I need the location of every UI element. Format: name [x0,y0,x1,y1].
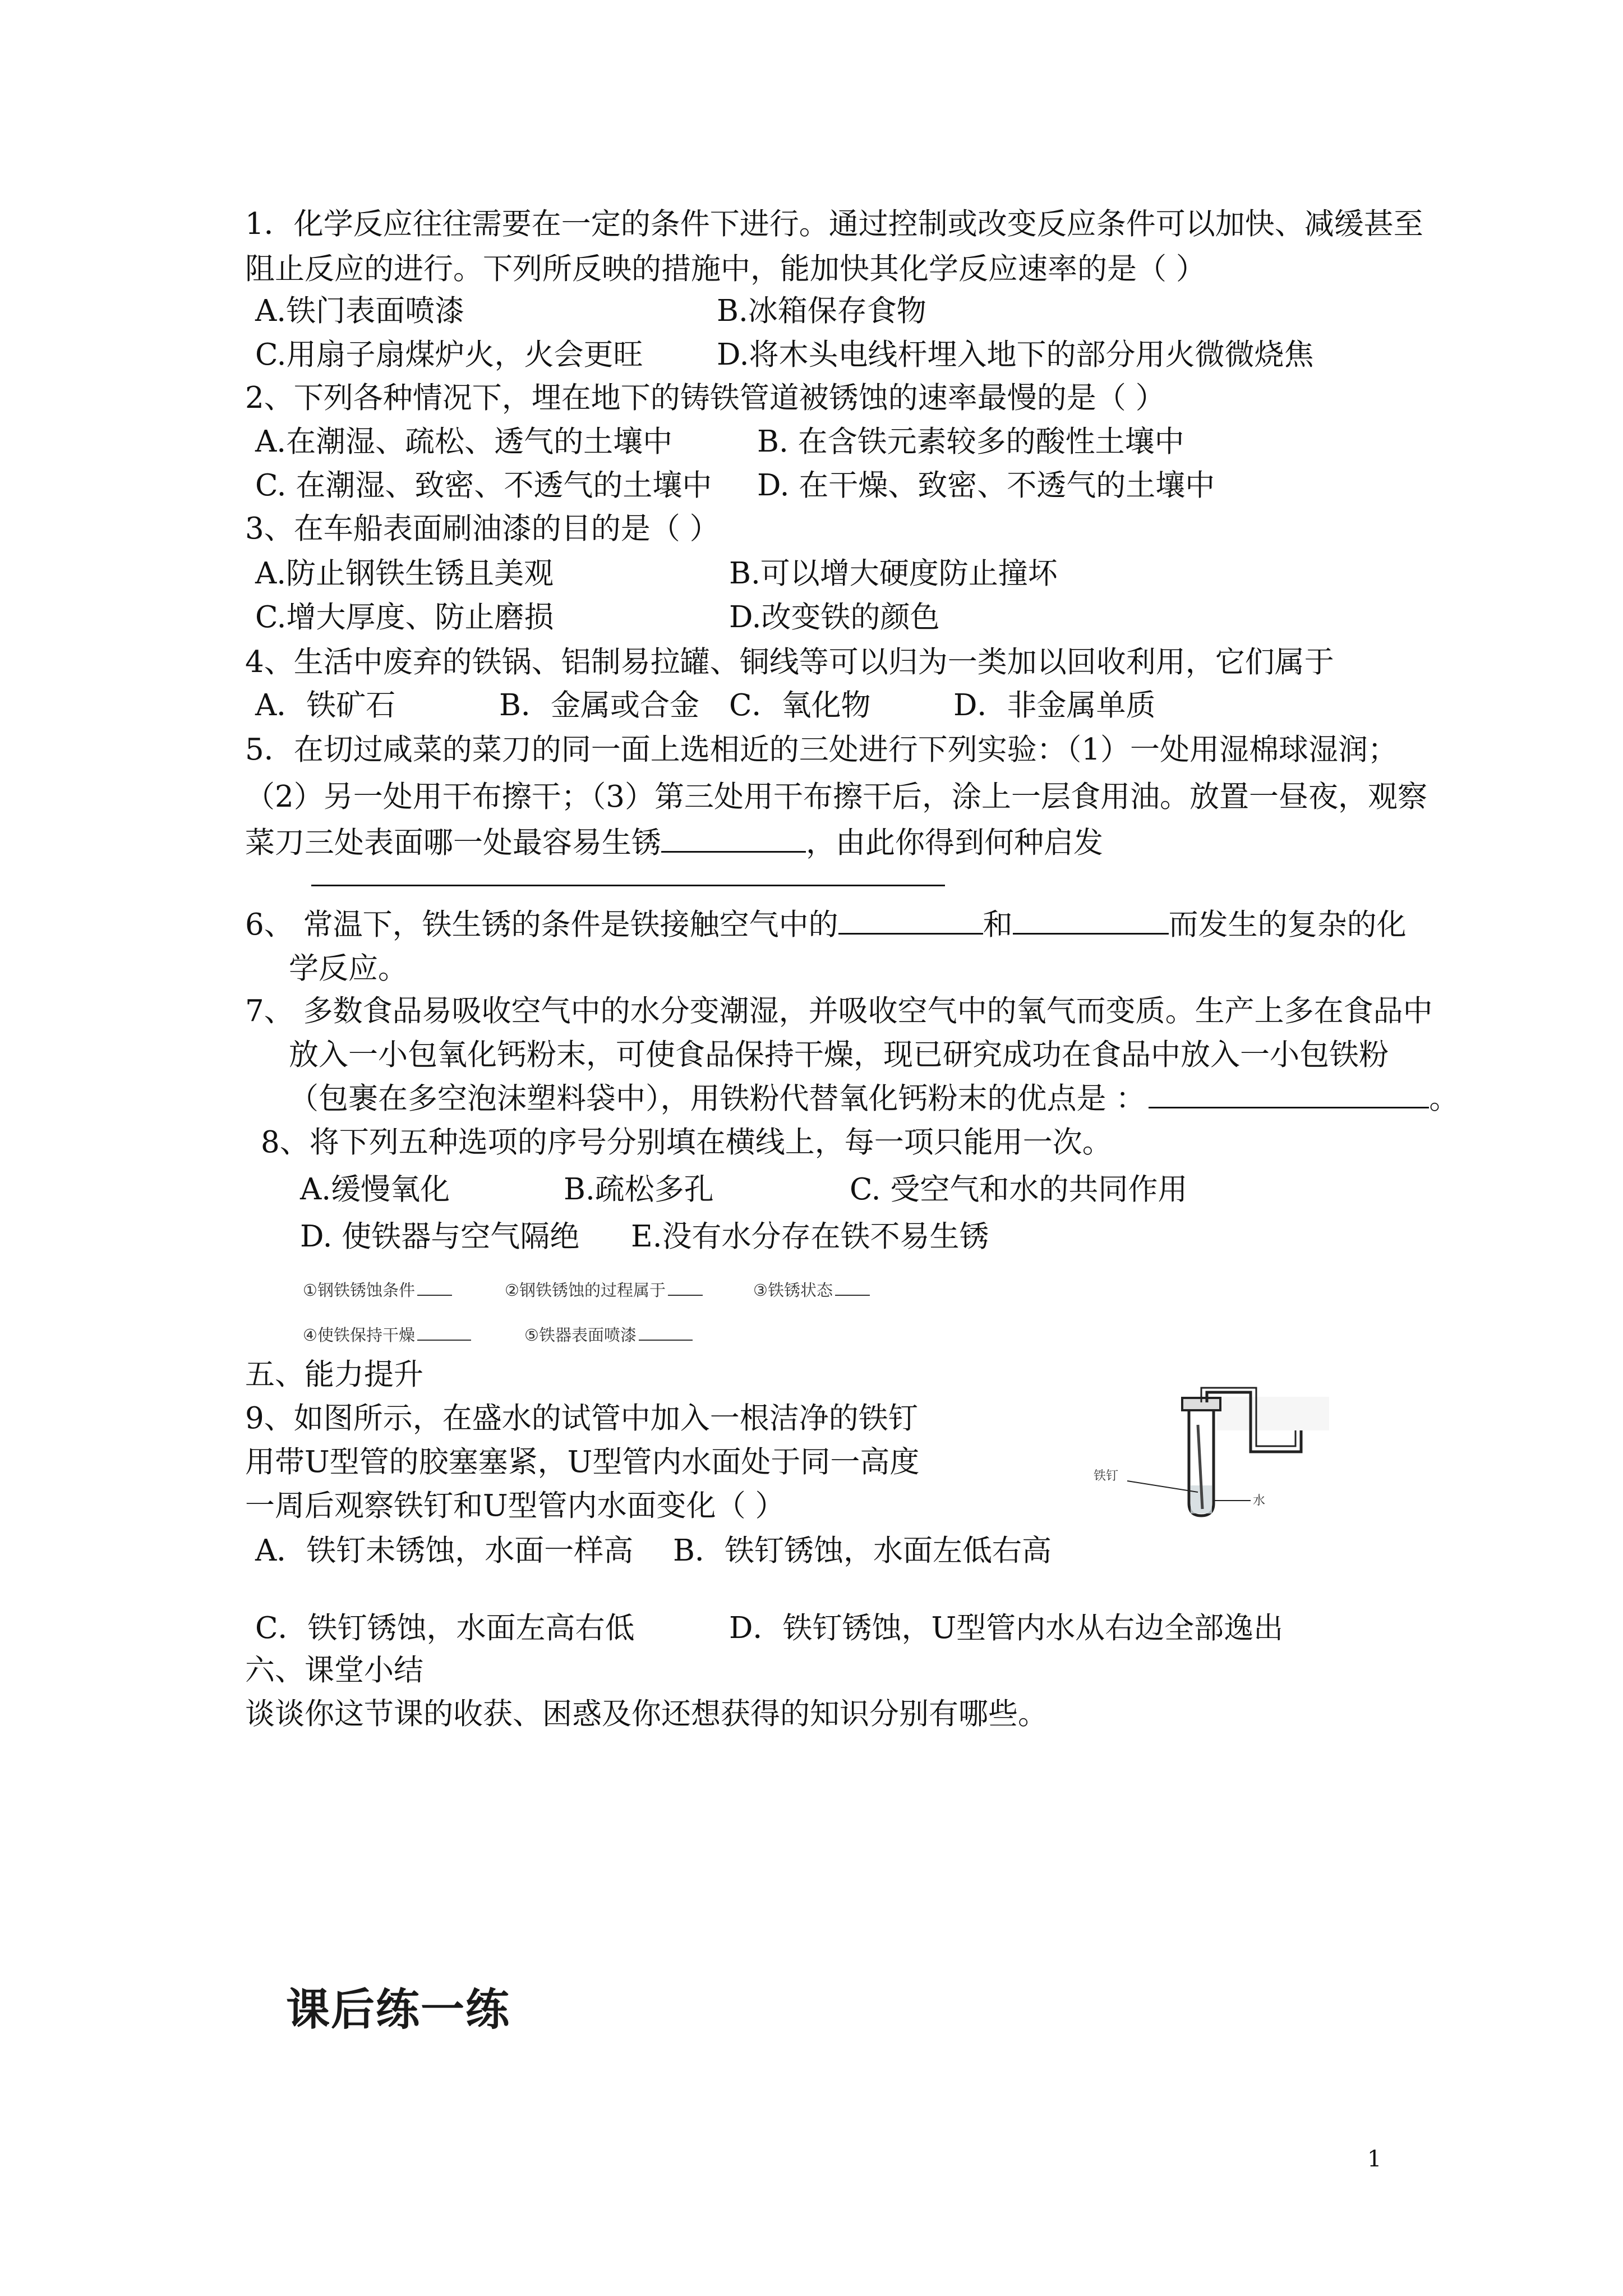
q4-option-d: D．非金属单质 [953,688,1156,723]
q8-sub-4-label: ④使铁保持干燥 [303,1326,415,1345]
q2-option-c: C. 在潮湿、致密、不透气的土壤中 [255,468,712,503]
q9-line1: 9、如图所示，在盛水的试管中加入一根洁净的铁钉 [245,1401,918,1435]
q9-option-b: B．铁钉锈蚀，水面左低右高 [673,1534,1052,1568]
q8-sub-3 [753,1279,870,1301]
page-number: 1 [1367,2146,1382,2172]
q3-option-a: A.防止钢铁生锈且美观 [255,556,554,591]
fig-label-water: 水 [1253,1494,1266,1508]
q8-sub-2-label: ②钢铁锈蚀的过程属于 [505,1281,666,1300]
q8-sub-5-blank[interactable] [639,1325,693,1341]
q8-sub-4-blank[interactable] [417,1325,471,1341]
q8-stem: 8、将下列五种选项的序号分别填在横线上，每一项只能用一次。 [261,1125,1112,1159]
q3-option-c: C.增大厚度、防止磨损 [255,600,554,634]
q8-sub-2-blank[interactable] [668,1280,703,1296]
q2-option-a: A.在潮湿、疏松、透气的土壤中 [255,425,673,459]
section-5-heading: 五、能力提升 [245,1358,423,1392]
q1-line1: 1．化学反应往往需要在一定的条件下进行。通过控制或改变反应条件可以加快、减缓甚至 [245,207,1423,241]
q2-stem: 2、下列各种情况下，埋在地下的铸铁管道被锈蚀的速率最慢的是（ ） [245,381,1165,415]
q7-line2: 放入一小包氧化钙粉末，可使食品保持干燥，现已研究成功在食品中放入一小包铁粉 [289,1038,1389,1072]
q6-answer-blank-1[interactable] [838,908,983,935]
q6-line2: 学反应。 [289,951,408,986]
q5-line2: （2）另一处用干布擦干；（3）第三处用干布擦干后，涂上一层食用油。放置一昼夜，观察 [245,780,1427,814]
test-tube-figure [1088,1386,1346,1526]
q5-line3 [245,825,1103,862]
q7-text-b: 。 [1429,1082,1459,1116]
q6-text-b: 和 [983,908,1013,942]
q2-option-b: B. 在含铁元素较多的酸性土壤中 [757,425,1184,459]
q1-option-a: A.铁门表面喷漆 [255,294,465,328]
q8-sub-1 [303,1279,452,1301]
q4-option-c: C．氧化物 [729,688,871,723]
q7-text-a: （包裹在多空泡沫塑料袋中），用铁粉代替氧化钙粉末的优点是 ： [289,1082,1146,1116]
q8-option-e: E.没有水分存在铁不易生锈 [631,1220,989,1254]
q1-option-c: C.用扇子扇煤炉火，火会更旺 [255,338,643,372]
q6-answer-blank-2[interactable] [1013,908,1169,935]
q4-option-b: B．金属或合金 [499,688,699,723]
q6-line1 [245,907,1407,944]
test-tube-diagram [1088,1386,1346,1526]
q8-option-d: D. 使铁器与空气隔绝 [300,1220,580,1254]
q5-line3-text-b: ，由此你得到何种启发 [806,826,1103,860]
q6-text-a: 6、 常温下，铁生锈的条件是铁接触空气中的 [245,908,838,942]
q2-option-d: D. 在干燥、致密、不透气的土壤中 [757,468,1215,503]
fig-label-nail: 铁钉 [1094,1469,1119,1483]
q6-text-c: 而发生的复杂的化 [1168,908,1407,942]
q8-sub-1-blank[interactable] [417,1280,452,1296]
q4-option-a: A．铁矿石 [255,688,396,723]
q8-sub-2 [505,1279,703,1301]
summary-prompt: 谈谈你这节课的收获、困惑及你还想获得的知识分别有哪些。 [245,1697,1048,1731]
q1-line2: 阻止反应的进行。下列所反映的措施中，能加快其化学反应速率的是（ ） [245,252,1206,286]
q8-option-c: C. 受空气和水的共同作用 [850,1172,1188,1207]
q8-sub-3-blank[interactable] [835,1280,870,1296]
q5-answer-blank-1[interactable] [661,826,806,853]
q3-option-b: B.可以增大硬度防止撞坏 [729,556,1058,591]
q7-answer-blank[interactable] [1149,1082,1429,1108]
q5-line1: 5．在切过咸菜的菜刀的同一面上选相近的三处进行下列实验：（1）一处用湿棉球湿润； [245,733,1398,767]
section-6-heading: 六、课堂小结 [245,1653,423,1687]
q1-option-d: D.将木头电线杆埋入地下的部分用火微微烧焦 [717,338,1314,372]
q8-sub-5 [524,1324,693,1346]
after-class-title: 课后练一练 [286,1985,511,2035]
q9-line3: 一周后观察铁钉和U型管内水面变化（ ） [245,1489,785,1523]
q9-line2: 用带U型管的胶塞塞紧，U型管内水面处于同一高度 [245,1445,920,1479]
q3-option-d: D.改变铁的颜色 [729,600,940,634]
q8-sub-4 [303,1324,471,1346]
q7-line1: 7、 多数食品易吸收空气中的水分变潮湿，并吸收空气中的氧气而变质。生产上多在食品中 [245,994,1433,1028]
q8-sub-3-label: ③铁锈状态 [753,1281,833,1300]
q8-option-a: A.缓慢氧化 [300,1172,450,1207]
q8-option-b: B.疏松多孔 [564,1172,714,1207]
q9-option-d: D．铁钉锈蚀，U型管内水从右边全部逸出 [729,1611,1284,1645]
q3-stem: 3、在车船表面刷油漆的目的是（ ） [245,512,720,546]
q5-line3-text-a: 菜刀三处表面哪一处最容易生锈 [245,826,661,860]
q1-option-b: B.冰箱保存食物 [717,294,926,328]
q7-line3 [289,1080,1459,1117]
q8-sub-1-label: ①钢铁锈蚀条件 [303,1281,415,1300]
q9-option-a: A．铁钉未锈蚀，水面一样高 [255,1534,634,1568]
q8-sub-5-label: ⑤铁器表面喷漆 [524,1326,637,1345]
q4-stem: 4、生活中废弃的铁锅、铝制易拉罐、铜线等可以归为一类加以回收利用，它们属于 [245,645,1334,679]
q9-option-c: C．铁钉锈蚀，水面左高右低 [255,1611,635,1645]
q5-answer-blank-2[interactable] [311,872,945,886]
